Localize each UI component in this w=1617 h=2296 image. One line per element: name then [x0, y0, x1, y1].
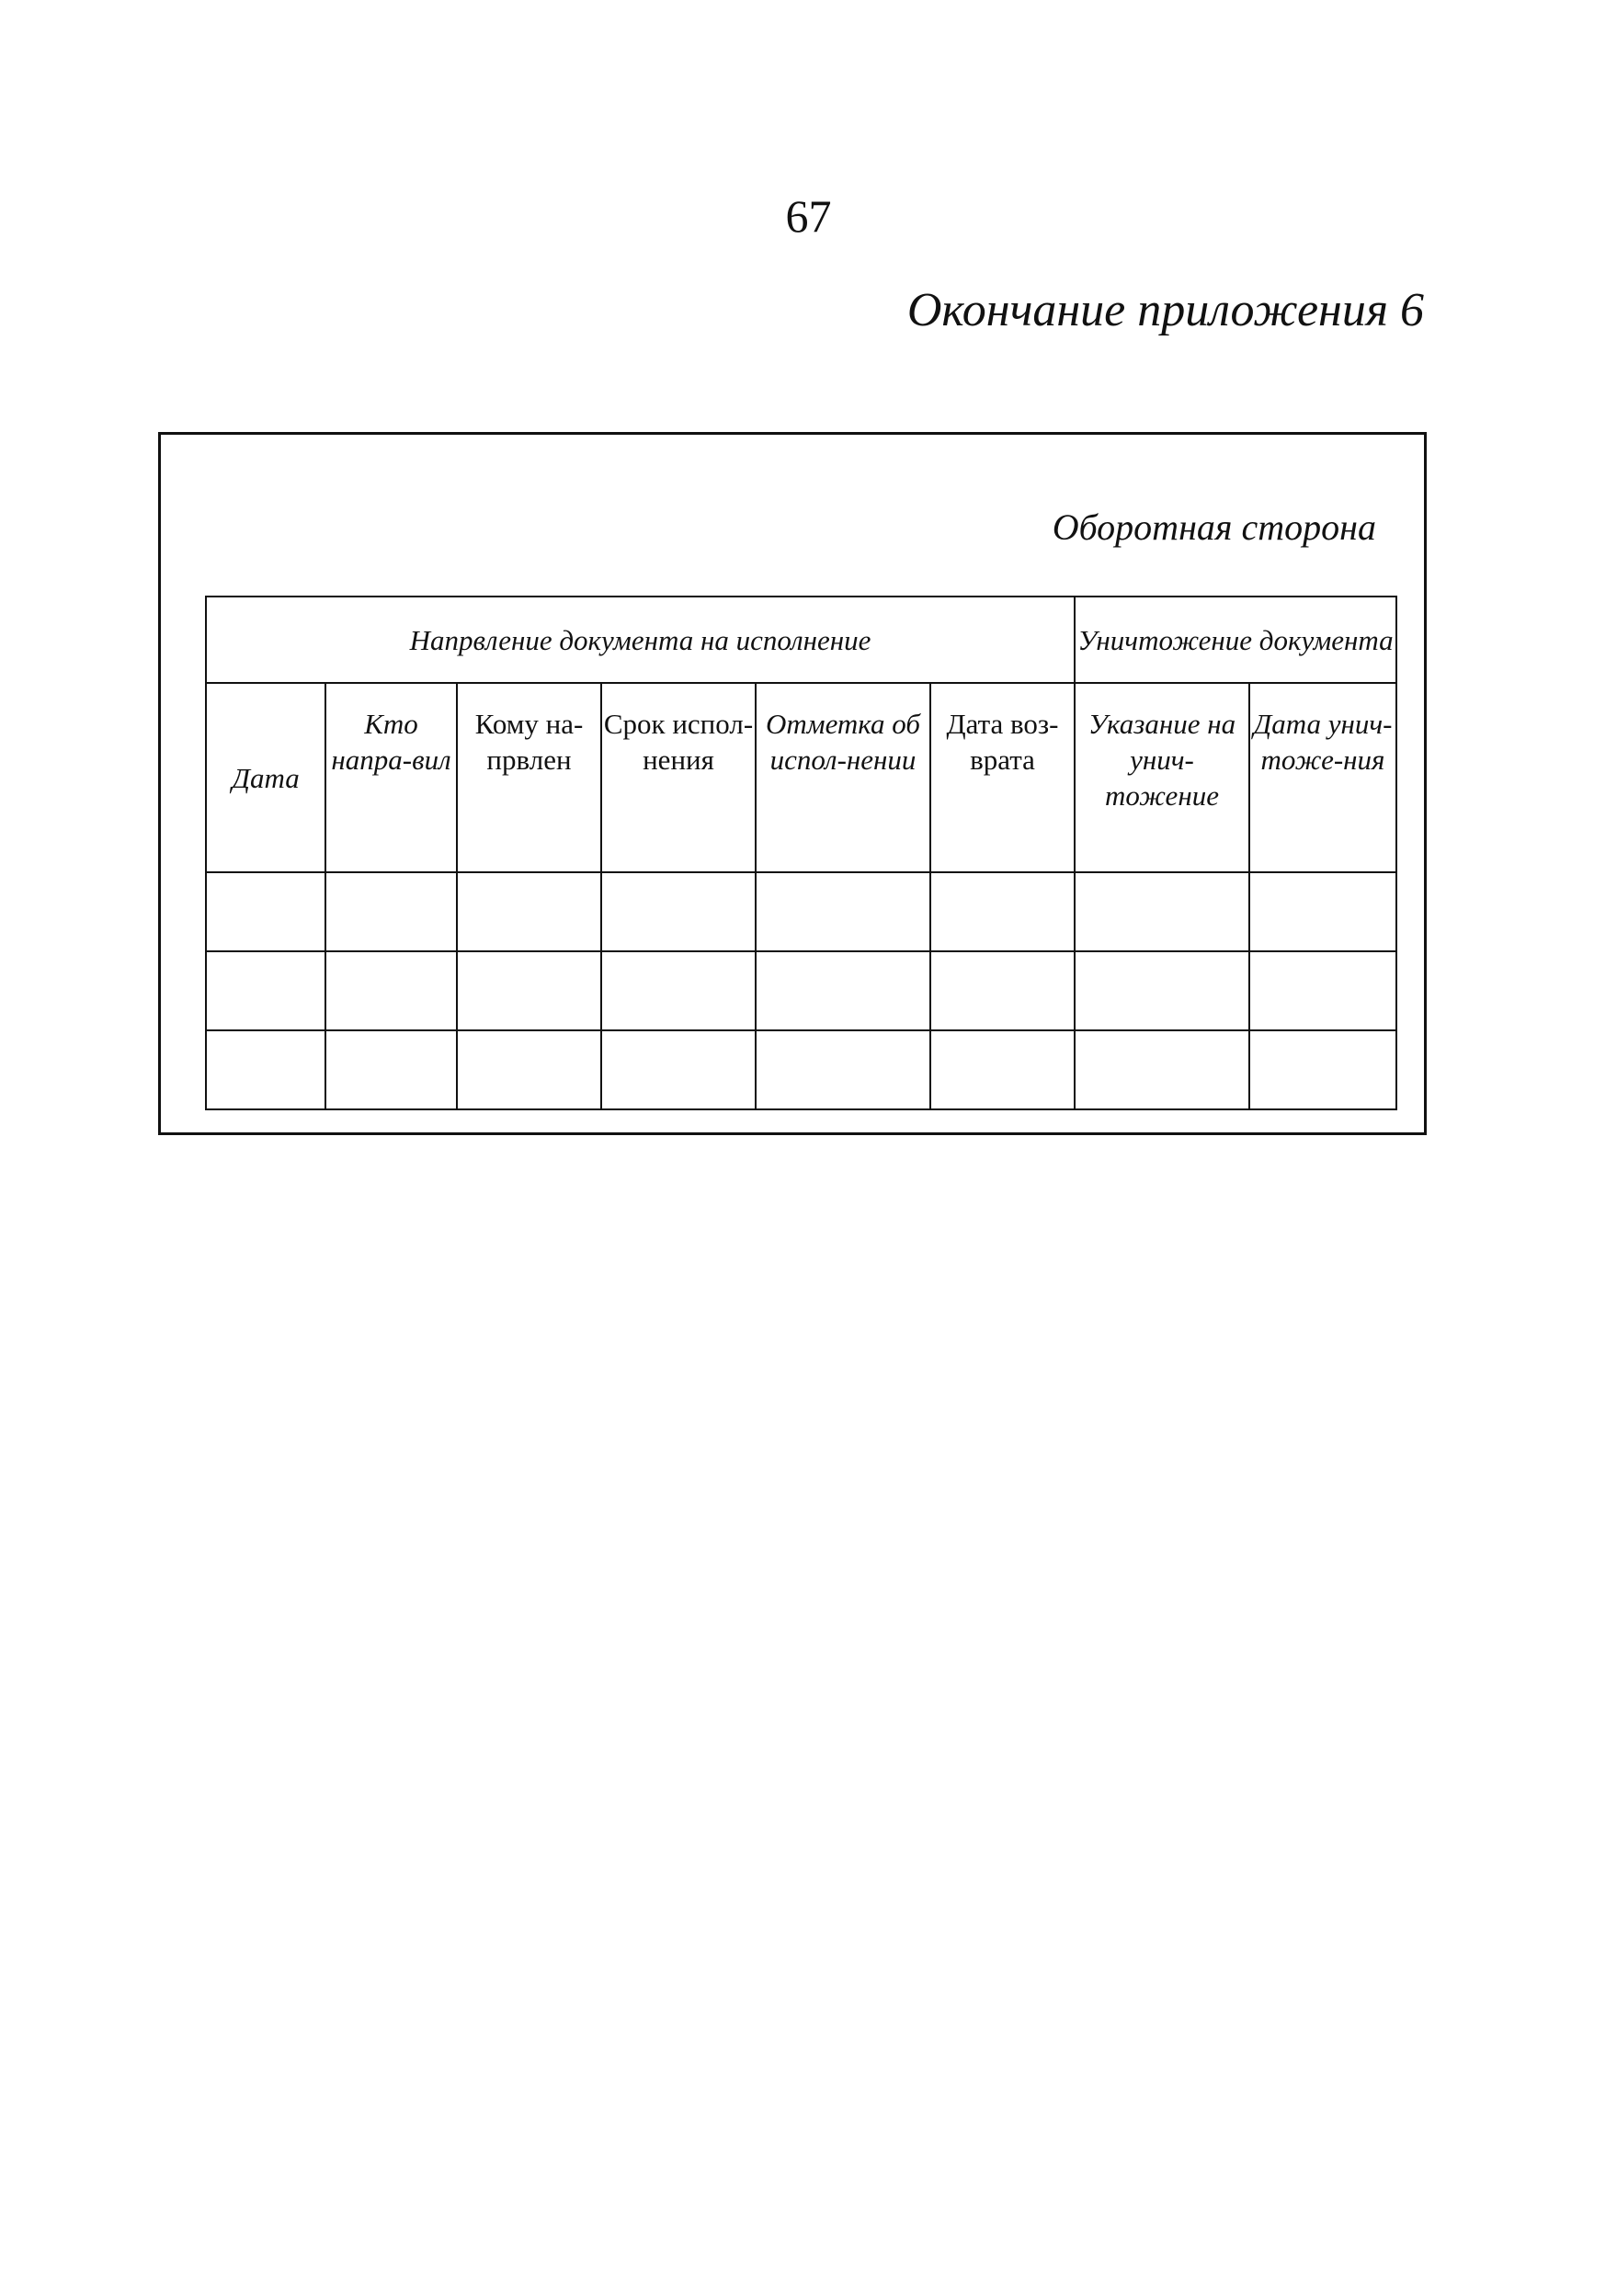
group-header-direction: Напрвление документа на исполнение	[206, 597, 1075, 683]
column-header-deadline: Срок испол-нения	[601, 683, 756, 872]
column-header-destruction-date: Дата унич-тоже-ния	[1249, 683, 1396, 872]
table-row	[206, 1030, 1396, 1109]
table-cell	[457, 1030, 601, 1109]
table-cell	[601, 1030, 756, 1109]
table-cell	[206, 951, 325, 1030]
table-cell	[930, 1030, 1075, 1109]
table-cell	[325, 1030, 457, 1109]
table-cell	[601, 872, 756, 951]
column-header-sent-to: Кому на-првлен	[457, 683, 601, 872]
table-cell	[1075, 951, 1249, 1030]
table-cell	[601, 951, 756, 1030]
group-header-destruction: Уничтожение документа	[1075, 597, 1396, 683]
table-cell	[1249, 872, 1396, 951]
table-cell	[1249, 951, 1396, 1030]
table-cell	[756, 951, 930, 1030]
table-row	[206, 951, 1396, 1030]
column-header-date: Дата	[206, 683, 325, 872]
table-cell	[1075, 1030, 1249, 1109]
table-group-header-row	[206, 597, 1396, 683]
appendix-title: Окончание приложения 6	[906, 284, 1424, 336]
table-cell	[1249, 1030, 1396, 1109]
table-cell	[756, 1030, 930, 1109]
table-cell	[206, 872, 325, 951]
table-cell	[1075, 872, 1249, 951]
table-cell	[206, 1030, 325, 1109]
column-header-return-date: Дата воз-врата	[930, 683, 1075, 872]
table-cell	[457, 951, 601, 1030]
form-frame	[158, 432, 1427, 1135]
register-table	[205, 596, 1397, 1110]
table-cell	[756, 872, 930, 951]
table-row	[206, 872, 1396, 951]
table-cell	[325, 951, 457, 1030]
page-number: 67	[785, 190, 832, 242]
column-header-who-sent: Кто напра-вил	[325, 683, 457, 872]
table-cell	[930, 872, 1075, 951]
table-column-header-row	[206, 683, 1396, 872]
column-header-execution-mark: Отметка об испол-нении	[756, 683, 930, 872]
table-cell	[930, 951, 1075, 1030]
table-cell	[325, 872, 457, 951]
column-header-destruction-order: Указание на унич-тожение	[1075, 683, 1249, 872]
side-label: Оборотная сторона	[1052, 506, 1376, 548]
table-cell	[457, 872, 601, 951]
